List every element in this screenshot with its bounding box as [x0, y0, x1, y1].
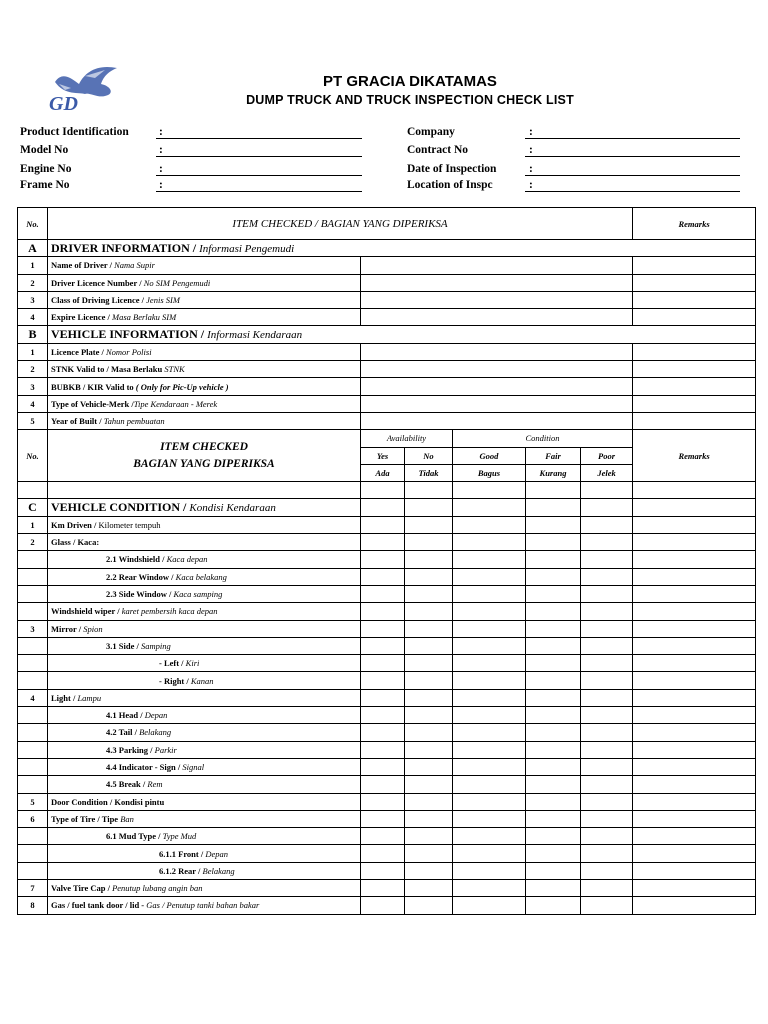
- fair-cell[interactable]: [526, 810, 581, 827]
- item-label: Valve Tire Cap / Penutup lubang angin ban: [48, 879, 361, 896]
- row-number: [18, 637, 48, 654]
- good-cell[interactable]: [453, 689, 526, 706]
- condition-header: Condition: [453, 430, 633, 447]
- fair-cell[interactable]: [526, 516, 581, 533]
- item-label: 2.1 Windshield / Kaca depan: [48, 551, 361, 568]
- section-c-row: [18, 499, 756, 516]
- good-cell[interactable]: [453, 758, 526, 775]
- col-item-header: ITEM CHECKED BAGIAN YANG DIPERIKSA: [48, 430, 361, 482]
- section-a-row: [18, 240, 756, 257]
- table-row: [18, 585, 756, 602]
- fair-cell[interactable]: [526, 707, 581, 724]
- poor-cell[interactable]: [581, 620, 633, 637]
- yes-cell[interactable]: [361, 585, 405, 602]
- item-label: 2.3 Side Window / Kaca samping: [48, 585, 361, 602]
- table-row: [18, 862, 756, 879]
- poor-cell[interactable]: [581, 585, 633, 602]
- no-cell[interactable]: [405, 672, 453, 689]
- item-label: BUBKB / KIR Valid to ( Only for Pic-Up vehicle ): [48, 378, 361, 395]
- item-label: Mirror / Spion: [48, 620, 361, 637]
- poor-cell[interactable]: [581, 793, 633, 810]
- table-row: [18, 793, 756, 810]
- item-label: Expire Licence / Masa Berlaku SIM: [48, 309, 361, 326]
- item-label: 4.1 Head / Depan: [48, 707, 361, 724]
- good-cell[interactable]: [453, 741, 526, 758]
- no-cell[interactable]: [405, 741, 453, 758]
- poor-cell[interactable]: [581, 707, 633, 724]
- row-number: 3: [18, 620, 48, 637]
- table-row: [18, 655, 756, 672]
- answer-cell[interactable]: [361, 309, 633, 326]
- good-cell[interactable]: [453, 603, 526, 620]
- good-cell[interactable]: [453, 655, 526, 672]
- answer-cell[interactable]: [361, 274, 633, 291]
- remarks-cell[interactable]: [633, 741, 756, 758]
- row-number: [18, 655, 48, 672]
- yes-cell[interactable]: [361, 879, 405, 896]
- yes-cell[interactable]: [361, 862, 405, 879]
- remarks-cell[interactable]: [633, 534, 756, 551]
- item-label: - Left / Kiri: [48, 655, 361, 672]
- company-name: PT GRACIA DIKATAMAS: [323, 73, 497, 90]
- poor-cell[interactable]: [581, 862, 633, 879]
- svg-text:GD: GD: [49, 93, 78, 114]
- poor-cell[interactable]: [581, 672, 633, 689]
- yes-cell[interactable]: [361, 534, 405, 551]
- info-label: Product Identification: [20, 126, 129, 138]
- answer-cell[interactable]: [361, 361, 633, 378]
- remarks-cell[interactable]: [633, 655, 756, 672]
- table-row: 1 Name of Driver / Nama Supir: [18, 257, 756, 274]
- item-label: Type of Vehicle-Merk /Tipe Kendaraan - Merek: [48, 395, 361, 412]
- fair-cell[interactable]: [526, 620, 581, 637]
- yes-cell[interactable]: [361, 655, 405, 672]
- table-row: [18, 568, 756, 585]
- good-cell[interactable]: [453, 672, 526, 689]
- remarks-cell[interactable]: [633, 672, 756, 689]
- yes-cell[interactable]: [361, 724, 405, 741]
- yes-cell[interactable]: [361, 689, 405, 706]
- no-cell[interactable]: [405, 689, 453, 706]
- inspection-table: [17, 207, 756, 915]
- item-label: 4.3 Parking / Parkir: [48, 741, 361, 758]
- info-label: Contract No: [407, 144, 468, 156]
- remarks-cell[interactable]: [633, 516, 756, 533]
- table-row: [18, 482, 756, 499]
- item-label: Light / Lampu: [48, 689, 361, 706]
- good-cell[interactable]: [453, 828, 526, 845]
- no-cell[interactable]: [405, 534, 453, 551]
- row-number: 4: [18, 689, 48, 706]
- fair-cell[interactable]: [526, 603, 581, 620]
- table-row: [18, 741, 756, 758]
- fair-cell[interactable]: [526, 776, 581, 793]
- no-cell[interactable]: [405, 758, 453, 775]
- good-cell[interactable]: [453, 585, 526, 602]
- section-title: VEHICLE CONDITION / Kondisi Kendaraan: [48, 499, 361, 516]
- answer-cell[interactable]: [361, 343, 633, 360]
- remarks-cell[interactable]: [633, 620, 756, 637]
- section-title: VEHICLE INFORMATION / Informasi Kendaraan: [48, 326, 756, 343]
- item-label: 6.1.1 Front / Depan: [48, 845, 361, 862]
- input-line[interactable]: [525, 138, 740, 139]
- row-number: 7: [18, 879, 48, 896]
- poor-cell[interactable]: [581, 741, 633, 758]
- remarks-cell[interactable]: [633, 862, 756, 879]
- poor-cell[interactable]: [581, 828, 633, 845]
- yes-cell[interactable]: [361, 551, 405, 568]
- item-label: 4.4 Indicator - Sign / Signal: [48, 758, 361, 775]
- input-line[interactable]: [525, 156, 740, 157]
- table-row: 4 Expire Licence / Masa Berlaku SIM: [18, 309, 756, 326]
- table-row: 5 Year of Built / Tahun pembuatan: [18, 412, 756, 429]
- section-letter: C: [18, 499, 48, 516]
- row-number: 1: [18, 516, 48, 533]
- table-row: 4 Type of Vehicle-Merk /Tipe Kendaraan - Merek: [18, 395, 756, 412]
- item-label: 2.2 Rear Window / Kaca belakang: [48, 568, 361, 585]
- yes-cell[interactable]: [361, 707, 405, 724]
- remarks-cell[interactable]: [633, 412, 756, 429]
- input-line[interactable]: [525, 191, 740, 192]
- row-number: [18, 568, 48, 585]
- table-row: [18, 516, 756, 533]
- item-label: STNK Valid to / Masa Berlaku STNK: [48, 361, 361, 378]
- poor-cell[interactable]: [581, 776, 633, 793]
- poor-cell[interactable]: [581, 568, 633, 585]
- fair-cell[interactable]: [526, 568, 581, 585]
- good-cell[interactable]: [453, 845, 526, 862]
- answer-cell[interactable]: [361, 257, 633, 274]
- table-row: [18, 637, 756, 654]
- poor-cell[interactable]: [581, 879, 633, 896]
- input-line[interactable]: [156, 138, 362, 139]
- table-row: [18, 897, 756, 914]
- no-cell[interactable]: [405, 707, 453, 724]
- good-cell[interactable]: [453, 534, 526, 551]
- table2-header-row-1: [18, 430, 756, 447]
- no-cell[interactable]: [405, 862, 453, 879]
- good-cell[interactable]: [453, 776, 526, 793]
- info-model-no: Model No :: [20, 144, 362, 160]
- poor-cell[interactable]: [581, 637, 633, 654]
- item-label: Gas / fuel tank door / lid - Gas / Penutup tanki bahan bakar: [48, 897, 361, 914]
- yes-cell[interactable]: [361, 897, 405, 914]
- no-cell[interactable]: [405, 845, 453, 862]
- row-number: [18, 585, 48, 602]
- info-company: Company :: [407, 126, 740, 142]
- remarks-cell[interactable]: [633, 361, 756, 378]
- table-row: [18, 776, 756, 793]
- table-row: [18, 689, 756, 706]
- fair-cell[interactable]: [526, 862, 581, 879]
- fair-cell[interactable]: [526, 672, 581, 689]
- info-label: Frame No: [20, 179, 70, 191]
- fair-cell[interactable]: [526, 585, 581, 602]
- no-cell[interactable]: [405, 724, 453, 741]
- col-no-header: No.: [18, 208, 48, 240]
- remarks-cell[interactable]: [633, 274, 756, 291]
- good-cell[interactable]: [453, 897, 526, 914]
- col-remarks-header: Remarks: [633, 208, 756, 240]
- company-logo-eagle-icon: [45, 62, 123, 114]
- yes-cell[interactable]: [361, 793, 405, 810]
- fair-cell[interactable]: [526, 551, 581, 568]
- info-date-of-inspection: Date of Inspection :: [407, 163, 740, 179]
- item-label: Windshield wiper / karet pembersih kaca depan: [48, 603, 361, 620]
- item-label: Driver Licence Number / No SIM Pengemudi: [48, 274, 361, 291]
- fair-cell[interactable]: [526, 897, 581, 914]
- remarks-cell[interactable]: [633, 395, 756, 412]
- input-line[interactable]: [156, 175, 362, 176]
- table-row: [18, 620, 756, 637]
- remarks-header: Remarks: [633, 430, 756, 482]
- row-number: [18, 672, 48, 689]
- poor-cell[interactable]: [581, 758, 633, 775]
- no-cell[interactable]: [405, 585, 453, 602]
- poor-cell[interactable]: [581, 603, 633, 620]
- yes-cell[interactable]: [361, 810, 405, 827]
- answer-cell[interactable]: [361, 412, 633, 429]
- info-label: Engine No: [20, 163, 72, 175]
- item-label: Km Driven / Kilometer tempuh: [48, 516, 361, 533]
- table-row: [18, 879, 756, 896]
- row-number: [18, 707, 48, 724]
- good-cell[interactable]: [453, 568, 526, 585]
- poor-cell[interactable]: [581, 845, 633, 862]
- yes-cell[interactable]: [361, 828, 405, 845]
- table-row: [18, 534, 756, 551]
- no-cell[interactable]: [405, 655, 453, 672]
- no-cell[interactable]: [405, 793, 453, 810]
- poor-cell[interactable]: [581, 534, 633, 551]
- section-letter: A: [18, 240, 48, 257]
- no-cell[interactable]: [405, 551, 453, 568]
- row-number: 6: [18, 810, 48, 827]
- good-cell[interactable]: [453, 551, 526, 568]
- poor-cell[interactable]: [581, 551, 633, 568]
- no-cell[interactable]: [405, 516, 453, 533]
- remarks-cell[interactable]: [633, 378, 756, 395]
- poor-cell[interactable]: [581, 724, 633, 741]
- good-cell[interactable]: [453, 793, 526, 810]
- info-label: Company: [407, 126, 455, 138]
- info-frame-no: Frame No :: [20, 179, 362, 195]
- item-label: 3.1 Side / Samping: [48, 637, 361, 654]
- yes-cell[interactable]: [361, 776, 405, 793]
- fair-cell[interactable]: [526, 689, 581, 706]
- good-cell[interactable]: [453, 516, 526, 533]
- answer-cell[interactable]: [361, 291, 633, 308]
- good-cell[interactable]: [453, 620, 526, 637]
- remarks-cell[interactable]: [633, 689, 756, 706]
- remarks-cell[interactable]: [633, 828, 756, 845]
- yes-cell[interactable]: [361, 620, 405, 637]
- fair-cell[interactable]: [526, 724, 581, 741]
- remarks-cell[interactable]: [633, 291, 756, 308]
- remarks-cell[interactable]: [633, 810, 756, 827]
- poor-cell[interactable]: [581, 810, 633, 827]
- remarks-cell[interactable]: [633, 551, 756, 568]
- good-cell[interactable]: [453, 879, 526, 896]
- row-number: [18, 776, 48, 793]
- table-row: 1 Licence Plate / Nomor Polisi: [18, 343, 756, 360]
- fair-cell[interactable]: [526, 741, 581, 758]
- table2-header-row-2: Yes No Good Fair Poor: [18, 447, 756, 464]
- info-label: Date of Inspection: [407, 163, 497, 175]
- remarks-cell[interactable]: [633, 309, 756, 326]
- yes-cell[interactable]: [361, 603, 405, 620]
- input-line[interactable]: [156, 191, 362, 192]
- row-number: 2: [18, 534, 48, 551]
- table1-header-row: [18, 208, 756, 240]
- input-line[interactable]: [156, 156, 362, 157]
- no-cell[interactable]: [405, 637, 453, 654]
- table-row: 3 BUBKB / KIR Valid to ( Only for Pic-Up vehicle ): [18, 378, 756, 395]
- item-label: 6.1 Mud Type / Type Mud: [48, 828, 361, 845]
- remarks-cell[interactable]: [633, 897, 756, 914]
- input-line[interactable]: [525, 175, 740, 176]
- remarks-cell[interactable]: [633, 707, 756, 724]
- poor-cell[interactable]: [581, 689, 633, 706]
- table-row: [18, 603, 756, 620]
- item-label: Year of Built / Tahun pembuatan: [48, 412, 361, 429]
- remarks-cell[interactable]: [633, 637, 756, 654]
- remarks-cell[interactable]: [633, 603, 756, 620]
- row-number: [18, 603, 48, 620]
- table-row: [18, 758, 756, 775]
- availability-header: Availability: [361, 430, 453, 447]
- row-number: 5: [18, 793, 48, 810]
- table2-header-row-3: Ada Tidak Bagus Kurang Jelek: [18, 464, 756, 481]
- yes-cell[interactable]: [361, 516, 405, 533]
- item-label: Glass / Kaca:: [48, 534, 361, 551]
- fair-cell[interactable]: [526, 828, 581, 845]
- table-row: [18, 845, 756, 862]
- yes-cell[interactable]: [361, 758, 405, 775]
- item-label: Door Condition / Kondisi pintu: [48, 793, 361, 810]
- row-number: [18, 551, 48, 568]
- remarks-cell[interactable]: [633, 343, 756, 360]
- fair-cell[interactable]: [526, 637, 581, 654]
- remarks-cell[interactable]: [633, 568, 756, 585]
- item-label: Name of Driver / Nama Supir: [48, 257, 361, 274]
- no-cell[interactable]: [405, 776, 453, 793]
- no-cell[interactable]: [405, 603, 453, 620]
- fair-cell[interactable]: [526, 879, 581, 896]
- row-number: [18, 828, 48, 845]
- table-row: 2 Driver Licence Number / No SIM Pengemudi: [18, 274, 756, 291]
- no-cell[interactable]: [405, 810, 453, 827]
- fair-cell[interactable]: [526, 845, 581, 862]
- fair-cell[interactable]: [526, 758, 581, 775]
- item-label: 6.1.2 Rear / Belakang: [48, 862, 361, 879]
- info-location-of-inspection: Location of Inspc :: [407, 179, 740, 195]
- fair-cell[interactable]: [526, 655, 581, 672]
- yes-cell[interactable]: [361, 568, 405, 585]
- table-row: [18, 724, 756, 741]
- no-cell[interactable]: [405, 828, 453, 845]
- info-engine-no: Engine No :: [20, 163, 362, 179]
- yes-cell[interactable]: [361, 845, 405, 862]
- row-number: [18, 862, 48, 879]
- remarks-cell[interactable]: [633, 879, 756, 896]
- row-number: 8: [18, 897, 48, 914]
- remarks-cell[interactable]: [633, 758, 756, 775]
- row-number: [18, 758, 48, 775]
- item-label: - Right / Kanan: [48, 672, 361, 689]
- good-cell[interactable]: [453, 707, 526, 724]
- remarks-cell[interactable]: [633, 776, 756, 793]
- poor-cell[interactable]: [581, 897, 633, 914]
- section-title: DRIVER INFORMATION / Informasi Pengemudi: [48, 240, 756, 257]
- good-cell[interactable]: [453, 810, 526, 827]
- table-row: 3 Class of Driving Licence / Jenis SIM: [18, 291, 756, 308]
- item-label: 4.2 Tail / Belakang: [48, 724, 361, 741]
- answer-cell[interactable]: [361, 395, 633, 412]
- info-label: Model No: [20, 144, 69, 156]
- section-letter: B: [18, 326, 48, 343]
- table-row: [18, 810, 756, 827]
- good-cell[interactable]: [453, 862, 526, 879]
- fair-cell[interactable]: [526, 793, 581, 810]
- answer-cell[interactable]: [361, 378, 633, 395]
- table-row: [18, 707, 756, 724]
- no-cell[interactable]: [405, 620, 453, 637]
- remarks-cell[interactable]: [633, 724, 756, 741]
- col-no-header: No.: [18, 430, 48, 482]
- table-row: [18, 672, 756, 689]
- document-title: DUMP TRUCK AND TRUCK INSPECTION CHECK LIST: [246, 93, 574, 107]
- remarks-cell[interactable]: [633, 585, 756, 602]
- item-label: 4.5 Break / Rem: [48, 776, 361, 793]
- yes-cell[interactable]: [361, 672, 405, 689]
- col-item-header: ITEM CHECKED / BAGIAN YANG DIPERIKSA: [48, 208, 633, 240]
- item-label: Type of Tire / Tipe Ban: [48, 810, 361, 827]
- remarks-cell[interactable]: [633, 257, 756, 274]
- row-number: [18, 845, 48, 862]
- no-cell[interactable]: [405, 879, 453, 896]
- item-label: Class of Driving Licence / Jenis SIM: [48, 291, 361, 308]
- table-row: [18, 828, 756, 845]
- info-label: Location of Inspc: [407, 179, 493, 191]
- info-contract-no: Contract No :: [407, 144, 740, 160]
- remarks-cell[interactable]: [633, 793, 756, 810]
- fair-cell[interactable]: [526, 534, 581, 551]
- yes-cell[interactable]: [361, 637, 405, 654]
- good-cell[interactable]: [453, 724, 526, 741]
- table-row: [18, 551, 756, 568]
- yes-cell[interactable]: [361, 741, 405, 758]
- section-b-row: [18, 326, 756, 343]
- no-cell[interactable]: [405, 568, 453, 585]
- info-product-identification: Product Identification :: [20, 126, 362, 142]
- remarks-cell[interactable]: [633, 845, 756, 862]
- good-cell[interactable]: [453, 637, 526, 654]
- row-number: [18, 741, 48, 758]
- poor-cell[interactable]: [581, 516, 633, 533]
- poor-cell[interactable]: [581, 655, 633, 672]
- item-label: Licence Plate / Nomor Polisi: [48, 343, 361, 360]
- row-number: [18, 724, 48, 741]
- table-row: 2 STNK Valid to / Masa Berlaku STNK: [18, 361, 756, 378]
- no-cell[interactable]: [405, 897, 453, 914]
